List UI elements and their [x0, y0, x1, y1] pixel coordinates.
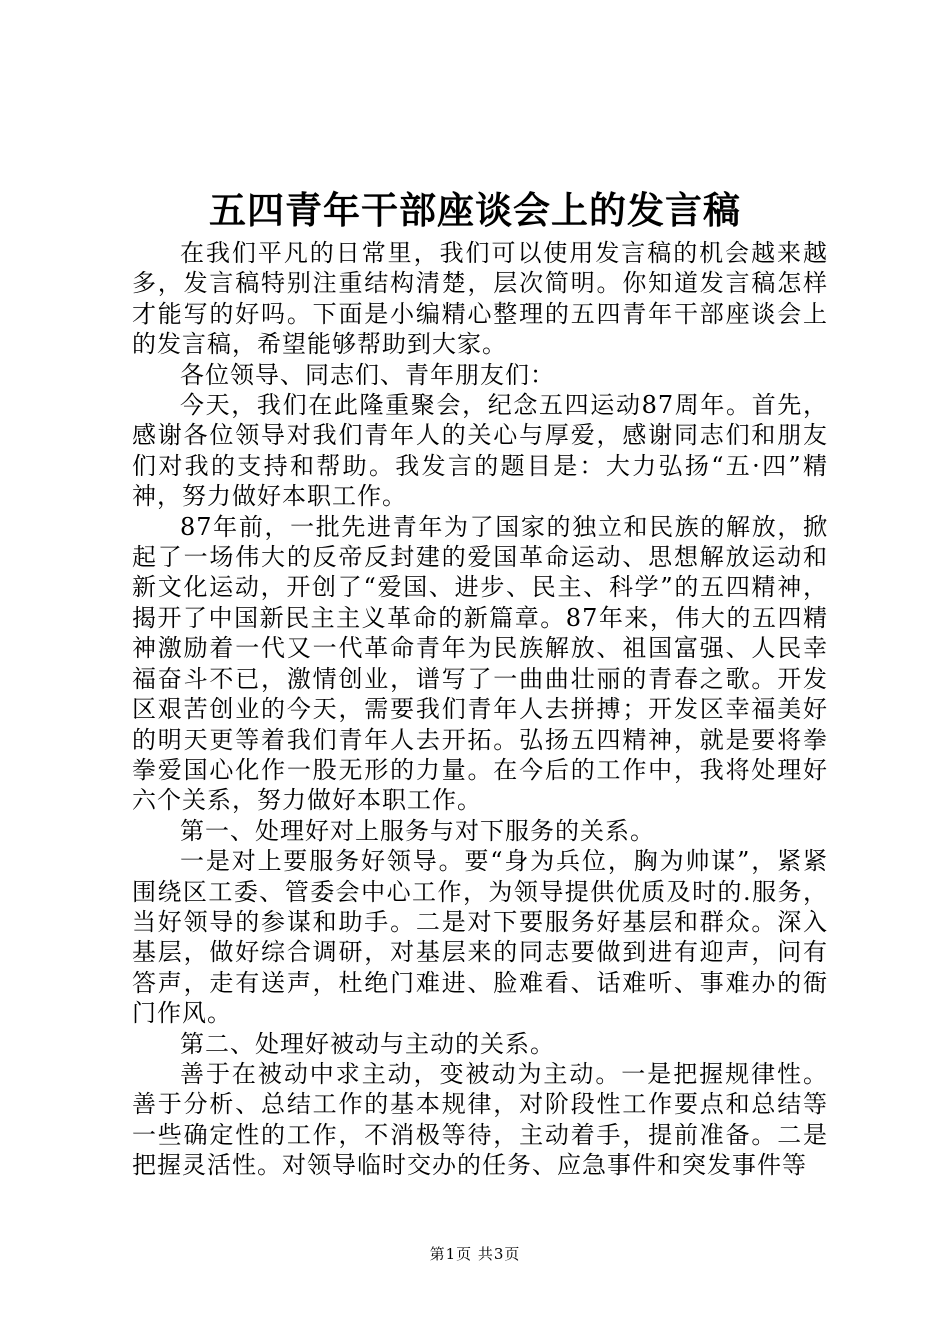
- paragraph: 善于在被动中求主动，变被动为主动。一是把握规律性。善于分析、总结工作的基本规律，对阶段性工作要点和总结等一些确定性的工作，不消极等待，主动着手，提前准备。二是把握灵活性。对领导临时交办的任务、应急事件和突发事件等: [132, 1059, 828, 1180]
- document-body: [132, 238, 828, 1181]
- page-footer: 第1页 共3页: [429, 1245, 521, 1263]
- paragraph: 一是对上要服务好领导。要“身为兵位，胸为帅谋”，紧紧围绕区工委、管委会中心工作，为领导提供优质及时的.服务，当好领导的参谋和助手。二是对下要服务好基层和群众。深入基层，做好综合调研，对基层来的同志要做到进有迎声，问有答声，走有送声，杜绝门难进、脸难看、话难听、事难办的衙门作风。: [132, 847, 828, 1028]
- paragraph: 在我们平凡的日常里，我们可以使用发言稿的机会越来越多，发言稿特别注重结构清楚，层次简明。你知道发言稿怎样才能写的好吗。下面是小编精心整理的五四青年干部座谈会上的发言稿，希望能够帮助到大家。: [132, 239, 828, 359]
- paragraph: 今天，我们在此隆重聚会，纪念五四运动87周年。首先，感谢各位领导对我们青年人的关心与厚爱，感谢同志们和朋友们对我的支持和帮助。我发言的题目是：大力弘扬“五·四”精神，努力做好本职工作。: [132, 391, 828, 511]
- paragraph: 87年前，一批先进青年为了国家的独立和民族的解放，掀起了一场伟大的反帝反封建的爱国革命运动、思想解放运动和新文化运动，开创了“爱国、进步、民主、科学”的五四精神，揭开了中国新民主主义革命的新篇章。87年来，伟大的五四精神激励着一代又一代革命青年为民族解放、祖国富强、人民幸福奋斗不已，激情创业，谱写了一曲曲壮丽的青春之歌。开发区艰苦创业的今天，需要我们青年人去拼搏；开发区幸福美好的明天更等着我们青年人去开拓。弘扬五四精神，就是要将拳拳爱国心化作一股无形的力量。在今后的工作中，我将处理好六个关系，努力做好本职工作。: [132, 512, 828, 815]
- document-title: 五四青年干部座谈会上的发言稿: [209, 188, 741, 232]
- paragraph: 第一、处理好对上服务与对下服务的关系。: [180, 816, 655, 845]
- paragraph: 第二、处理好被动与主动的关系。: [180, 1029, 555, 1058]
- paragraph: 各位领导、同志们、青年朋友们：: [180, 360, 555, 389]
